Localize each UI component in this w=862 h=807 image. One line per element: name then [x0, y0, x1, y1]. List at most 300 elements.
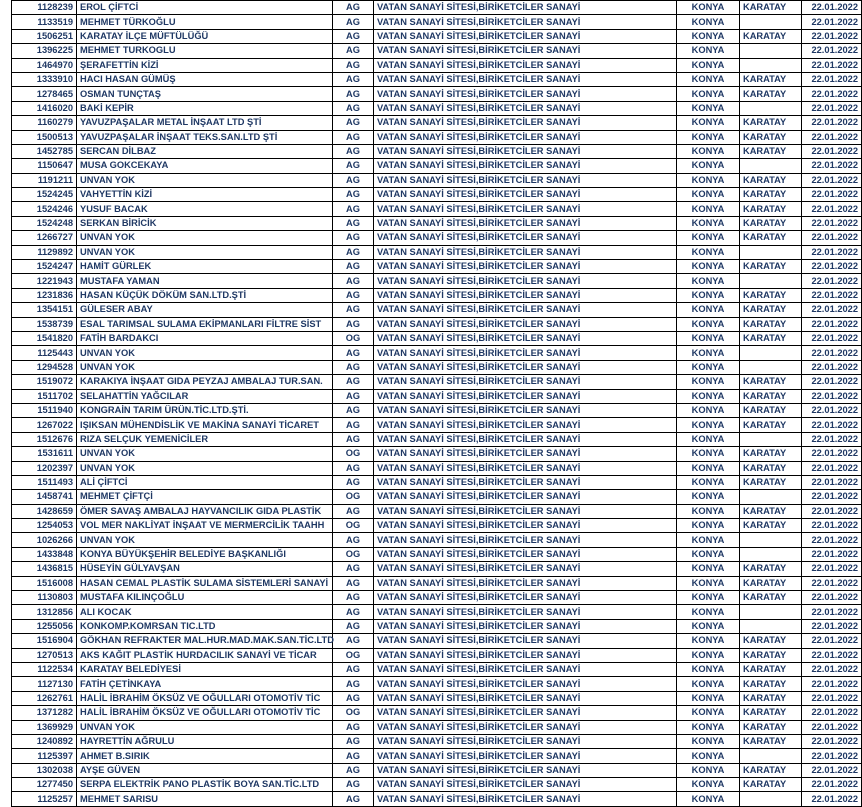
cell-address: VATAN SANAYİ SİTESİ,BİRİKETCİLER SANAYİ [374, 504, 677, 518]
cell-customer-id: 1371282 [12, 706, 77, 720]
table-row[interactable] [0, 706, 862, 720]
table-row[interactable] [0, 490, 862, 504]
row-gutter [0, 418, 12, 432]
table-row[interactable] [0, 432, 862, 446]
cell-address: VATAN SANAYİ SİTESİ,BİRİKETCİLER SANAYİ [374, 101, 677, 115]
cell-district [740, 792, 802, 806]
cell-city: KONYA [677, 619, 740, 633]
table-row[interactable] [0, 591, 862, 605]
cell-address: VATAN SANAYİ SİTESİ,BİRİKETCİLER SANAYİ [374, 72, 677, 86]
cell-customer-id: 1524246 [12, 202, 77, 216]
cell-voltage-type: AG [333, 360, 374, 374]
row-gutter [0, 461, 12, 475]
cell-date: 22.01.2022 [802, 763, 862, 777]
row-gutter [0, 101, 12, 115]
cell-customer-id: 1500513 [12, 130, 77, 144]
cell-voltage-type: OG [333, 519, 374, 533]
row-gutter [0, 778, 12, 792]
cell-voltage-type: AG [333, 274, 374, 288]
cell-customer-id: 1231836 [12, 288, 77, 302]
cell-city: KONYA [677, 58, 740, 72]
row-gutter [0, 634, 12, 648]
cell-address: VATAN SANAYİ SİTESİ,BİRİKETCİLER SANAYİ [374, 447, 677, 461]
cell-district [740, 44, 802, 58]
cell-voltage-type: OG [333, 547, 374, 561]
table-row[interactable] [0, 72, 862, 86]
cell-date: 22.01.2022 [802, 245, 862, 259]
cell-customer-id: 1369929 [12, 720, 77, 734]
table-row[interactable] [0, 303, 862, 317]
cell-customer-id: 1433848 [12, 547, 77, 561]
table-row[interactable] [0, 44, 862, 58]
cell-customer-id: 1266727 [12, 231, 77, 245]
cell-voltage-type: AG [333, 418, 374, 432]
cell-customer-name: KONYA BÜYÜKŞEHİR BELEDİYE BAŞKANLIĞI [77, 547, 333, 561]
cell-district: KARATAY [740, 461, 802, 475]
cell-customer-name: GÜLESER ABAY [77, 303, 333, 317]
cell-date: 22.01.2022 [802, 547, 862, 561]
cell-date: 22.01.2022 [802, 130, 862, 144]
table-row[interactable] [0, 202, 862, 216]
cell-address: VATAN SANAYİ SİTESİ,BİRİKETCİLER SANAYİ [374, 288, 677, 302]
cell-customer-id: 1128239 [12, 1, 77, 15]
cell-address: VATAN SANAYİ SİTESİ,BİRİKETCİLER SANAYİ [374, 389, 677, 403]
table-row[interactable] [0, 1, 862, 15]
cell-customer-name: UNVAN YOK [77, 447, 333, 461]
cell-address: VATAN SANAYİ SİTESİ,BİRİKETCİLER SANAYİ [374, 662, 677, 676]
cell-city: KONYA [677, 288, 740, 302]
cell-customer-name: MUSTAFA YAMAN [77, 274, 333, 288]
cell-district: KARATAY [740, 504, 802, 518]
table-row[interactable] [0, 418, 862, 432]
cell-address: VATAN SANAYİ SİTESİ,BİRİKETCİLER SANAYİ [374, 677, 677, 691]
cell-city: KONYA [677, 763, 740, 777]
cell-address: VATAN SANAYİ SİTESİ,BİRİKETCİLER SANAYİ [374, 303, 677, 317]
table-row[interactable] [0, 245, 862, 259]
table-row[interactable] [0, 260, 862, 274]
row-gutter [0, 605, 12, 619]
table-row[interactable] [0, 29, 862, 43]
cell-city: KONYA [677, 245, 740, 259]
cell-city: KONYA [677, 116, 740, 130]
row-gutter [0, 360, 12, 374]
table-row[interactable] [0, 15, 862, 29]
cell-city: KONYA [677, 418, 740, 432]
cell-customer-id: 1452785 [12, 144, 77, 158]
cell-customer-id: 1202397 [12, 461, 77, 475]
table-row[interactable] [0, 576, 862, 590]
cell-city: KONYA [677, 260, 740, 274]
row-gutter [0, 15, 12, 29]
cell-address: VATAN SANAYİ SİTESİ,BİRİKETCİLER SANAYİ [374, 533, 677, 547]
cell-voltage-type: AG [333, 720, 374, 734]
cell-address: VATAN SANAYİ SİTESİ,BİRİKETCİLER SANAYİ [374, 58, 677, 72]
table-row[interactable] [0, 519, 862, 533]
cell-customer-id: 1416020 [12, 101, 77, 115]
cell-city: KONYA [677, 331, 740, 345]
row-gutter [0, 188, 12, 202]
cell-customer-name: FATİH BARDAKCI [77, 331, 333, 345]
cell-voltage-type: OG [333, 331, 374, 345]
table-row[interactable] [0, 216, 862, 230]
cell-customer-name: SERCAN DİLBAZ [77, 144, 333, 158]
cell-voltage-type: AG [333, 44, 374, 58]
cell-address: VATAN SANAYİ SİTESİ,BİRİKETCİLER SANAYİ [374, 461, 677, 475]
row-gutter [0, 346, 12, 360]
cell-address: VATAN SANAYİ SİTESİ,BİRİKETCİLER SANAYİ [374, 432, 677, 446]
cell-date: 22.01.2022 [802, 662, 862, 676]
cell-address: VATAN SANAYİ SİTESİ,BİRİKETCİLER SANAYİ [374, 562, 677, 576]
cell-customer-id: 1262761 [12, 691, 77, 705]
cell-address: VATAN SANAYİ SİTESİ,BİRİKETCİLER SANAYİ [374, 375, 677, 389]
cell-date: 22.01.2022 [802, 734, 862, 748]
cell-date: 22.01.2022 [802, 375, 862, 389]
cell-date: 22.01.2022 [802, 504, 862, 518]
row-gutter [0, 749, 12, 763]
table-row[interactable] [0, 662, 862, 676]
table-row[interactable] [0, 389, 862, 403]
cell-date: 22.01.2022 [802, 101, 862, 115]
cell-customer-id: 1270513 [12, 648, 77, 662]
cell-address: VATAN SANAYİ SİTESİ,BİRİKETCİLER SANAYİ [374, 15, 677, 29]
cell-district [740, 749, 802, 763]
table-row[interactable] [0, 547, 862, 561]
cell-city: KONYA [677, 662, 740, 676]
cell-address: VATAN SANAYİ SİTESİ,BİRİKETCİLER SANAYİ [374, 490, 677, 504]
row-gutter [0, 288, 12, 302]
cell-city: KONYA [677, 72, 740, 86]
cell-district: KARATAY [740, 634, 802, 648]
cell-district [740, 15, 802, 29]
cell-voltage-type: AG [333, 461, 374, 475]
cell-address: VATAN SANAYİ SİTESİ,BİRİKETCİLER SANAYİ [374, 260, 677, 274]
cell-voltage-type: AG [333, 749, 374, 763]
cell-city: KONYA [677, 734, 740, 748]
table-row[interactable] [0, 447, 862, 461]
cell-date: 22.01.2022 [802, 533, 862, 547]
table-row[interactable] [0, 101, 862, 115]
table-row[interactable] [0, 749, 862, 763]
cell-customer-id: 1278465 [12, 87, 77, 101]
cell-customer-id: 1160279 [12, 116, 77, 130]
cell-district [740, 58, 802, 72]
cell-district: KARATAY [740, 677, 802, 691]
cell-address: VATAN SANAYİ SİTESİ,BİRİKETCİLER SANAYİ [374, 202, 677, 216]
cell-date: 22.01.2022 [802, 519, 862, 533]
cell-district: KARATAY [740, 303, 802, 317]
cell-customer-name: VOL MER NAKLİYAT İNŞAAT VE MERMERCİLİK TAAHH [77, 519, 333, 533]
cell-district: KARATAY [740, 389, 802, 403]
table-row[interactable] [0, 634, 862, 648]
table-row[interactable] [0, 288, 862, 302]
row-gutter [0, 87, 12, 101]
cell-voltage-type: AG [333, 605, 374, 619]
table-row[interactable] [0, 778, 862, 792]
cell-city: KONYA [677, 101, 740, 115]
cell-address: VATAN SANAYİ SİTESİ,BİRİKETCİLER SANAYİ [374, 245, 677, 259]
cell-date: 22.01.2022 [802, 562, 862, 576]
cell-address: VATAN SANAYİ SİTESİ,BİRİKETCİLER SANAYİ [374, 1, 677, 15]
cell-date: 22.01.2022 [802, 231, 862, 245]
table-row[interactable] [0, 346, 862, 360]
cell-city: KONYA [677, 346, 740, 360]
cell-date: 22.01.2022 [802, 202, 862, 216]
cell-voltage-type: AG [333, 662, 374, 676]
row-gutter [0, 662, 12, 676]
cell-city: KONYA [677, 274, 740, 288]
cell-voltage-type: AG [333, 15, 374, 29]
cell-customer-id: 1538739 [12, 317, 77, 331]
cell-district: KARATAY [740, 231, 802, 245]
cell-voltage-type: OG [333, 490, 374, 504]
cell-customer-name: UNVAN YOK [77, 461, 333, 475]
table-row[interactable] [0, 763, 862, 777]
cell-customer-name: HASAN KÜÇÜK DÖKÜM SAN.LTD.ŞTİ [77, 288, 333, 302]
cell-customer-id: 1511493 [12, 475, 77, 489]
cell-customer-name: UNVAN YOK [77, 360, 333, 374]
cell-customer-id: 1333910 [12, 72, 77, 86]
cell-district [740, 605, 802, 619]
cell-district: KARATAY [740, 202, 802, 216]
cell-address: VATAN SANAYİ SİTESİ,BİRİKETCİLER SANAYİ [374, 734, 677, 748]
row-gutter [0, 303, 12, 317]
table-row[interactable] [0, 691, 862, 705]
table-row[interactable] [0, 375, 862, 389]
cell-city: KONYA [677, 706, 740, 720]
cell-district: KARATAY [740, 288, 802, 302]
cell-customer-id: 1512676 [12, 432, 77, 446]
cell-district: KARATAY [740, 691, 802, 705]
cell-customer-id: 1354151 [12, 303, 77, 317]
table-row[interactable] [0, 677, 862, 691]
table-row[interactable] [0, 403, 862, 417]
cell-customer-name: MEHMET SARISU [77, 792, 333, 806]
cell-customer-id: 1125257 [12, 792, 77, 806]
cell-customer-name: RIZA SELÇUK YEMENİCİLER [77, 432, 333, 446]
table-row[interactable] [0, 173, 862, 187]
table-row[interactable] [0, 188, 862, 202]
cell-customer-name: ESAL TARIMSAL SULAMA EKİPMANLARI FİLTRE SİST [77, 317, 333, 331]
cell-customer-id: 1396225 [12, 44, 77, 58]
row-gutter [0, 317, 12, 331]
cell-customer-name: HAMİT GÜRLEK [77, 260, 333, 274]
cell-district: KARATAY [740, 720, 802, 734]
cell-district: KARATAY [740, 216, 802, 230]
cell-date: 22.01.2022 [802, 461, 862, 475]
cell-voltage-type: AG [333, 375, 374, 389]
cell-date: 22.01.2022 [802, 288, 862, 302]
cell-address: VATAN SANAYİ SİTESİ,BİRİKETCİLER SANAYİ [374, 778, 677, 792]
cell-city: KONYA [677, 519, 740, 533]
cell-customer-id: 1221943 [12, 274, 77, 288]
row-gutter [0, 403, 12, 417]
table-row[interactable] [0, 130, 862, 144]
cell-date: 22.01.2022 [802, 490, 862, 504]
cell-date: 22.01.2022 [802, 173, 862, 187]
cell-customer-name: KARATAY İLÇE MÜFTÜLÜĞÜ [77, 29, 333, 43]
row-gutter [0, 447, 12, 461]
cell-city: KONYA [677, 144, 740, 158]
table-row[interactable] [0, 605, 862, 619]
table-row[interactable] [0, 331, 862, 345]
cell-city: KONYA [677, 15, 740, 29]
cell-city: KONYA [677, 720, 740, 734]
cell-date: 22.01.2022 [802, 331, 862, 345]
cell-voltage-type: AG [333, 763, 374, 777]
cell-address: VATAN SANAYİ SİTESİ,BİRİKETCİLER SANAYİ [374, 519, 677, 533]
cell-city: KONYA [677, 749, 740, 763]
cell-date: 22.01.2022 [802, 44, 862, 58]
cell-voltage-type: AG [333, 792, 374, 806]
row-gutter [0, 504, 12, 518]
cell-district [740, 101, 802, 115]
cell-customer-id: 1191211 [12, 173, 77, 187]
cell-customer-name: KARAKIYA İNŞAAT GIDA PEYZAJ AMBALAJ TUR.SAN. [77, 375, 333, 389]
cell-date: 22.01.2022 [802, 418, 862, 432]
cell-customer-id: 1240892 [12, 734, 77, 748]
cell-district: KARATAY [740, 763, 802, 777]
cell-district [740, 346, 802, 360]
cell-address: VATAN SANAYİ SİTESİ,BİRİKETCİLER SANAYİ [374, 792, 677, 806]
cell-city: KONYA [677, 202, 740, 216]
row-gutter [0, 202, 12, 216]
cell-district: KARATAY [740, 173, 802, 187]
cell-voltage-type: AG [333, 144, 374, 158]
cell-customer-name: SERKAN BİRİCİK [77, 216, 333, 230]
cell-voltage-type: AG [333, 29, 374, 43]
table-row[interactable] [0, 58, 862, 72]
cell-district: KARATAY [740, 260, 802, 274]
table-row[interactable] [0, 504, 862, 518]
cell-voltage-type: AG [333, 346, 374, 360]
cell-district: KARATAY [740, 29, 802, 43]
row-gutter [0, 763, 12, 777]
cell-city: KONYA [677, 576, 740, 590]
cell-address: VATAN SANAYİ SİTESİ,BİRİKETCİLER SANAYİ [374, 763, 677, 777]
cell-customer-id: 1127130 [12, 677, 77, 691]
table-row[interactable] [0, 87, 862, 101]
cell-date: 22.01.2022 [802, 1, 862, 15]
row-gutter [0, 130, 12, 144]
cell-voltage-type: AG [333, 504, 374, 518]
table-row[interactable] [0, 274, 862, 288]
cell-address: VATAN SANAYİ SİTESİ,BİRİKETCİLER SANAYİ [374, 547, 677, 561]
cell-customer-id: 1524247 [12, 260, 77, 274]
row-gutter [0, 144, 12, 158]
cell-city: KONYA [677, 389, 740, 403]
cell-customer-name: HALİL İBRAHİM ÖKSÜZ VE OĞULLARI OTOMOTİV TİC [77, 691, 333, 705]
cell-customer-id: 1464970 [12, 58, 77, 72]
cell-address: VATAN SANAYİ SİTESİ,BİRİKETCİLER SANAYİ [374, 216, 677, 230]
row-gutter [0, 720, 12, 734]
cell-customer-id: 1516008 [12, 576, 77, 590]
row-gutter [0, 547, 12, 561]
cell-customer-name: SELAHATTİN YAĞCILAR [77, 389, 333, 403]
table-row[interactable] [0, 619, 862, 633]
cell-customer-name: KARATAY BELEDİYESİ [77, 662, 333, 676]
cell-district [740, 432, 802, 446]
cell-district: KARATAY [740, 403, 802, 417]
cell-city: KONYA [677, 231, 740, 245]
cell-date: 22.01.2022 [802, 72, 862, 86]
table-row[interactable] [0, 792, 862, 806]
cell-customer-id: 1519072 [12, 375, 77, 389]
cell-date: 22.01.2022 [802, 706, 862, 720]
table-row[interactable] [0, 317, 862, 331]
cell-city: KONYA [677, 303, 740, 317]
cell-city: KONYA [677, 792, 740, 806]
cell-voltage-type: AG [333, 734, 374, 748]
table-row[interactable] [0, 734, 862, 748]
row-gutter [0, 562, 12, 576]
cell-customer-name: HAYRETTİN AĞRULU [77, 734, 333, 748]
cell-voltage-type: AG [333, 778, 374, 792]
table-row[interactable] [0, 533, 862, 547]
cell-customer-id: 1524248 [12, 216, 77, 230]
cell-customer-name: UNVAN YOK [77, 533, 333, 547]
cell-district: KARATAY [740, 188, 802, 202]
table-row[interactable] [0, 144, 862, 158]
cell-date: 22.01.2022 [802, 144, 862, 158]
table-row[interactable] [0, 648, 862, 662]
cell-date: 22.01.2022 [802, 15, 862, 29]
table-row[interactable] [0, 116, 862, 130]
cell-city: KONYA [677, 173, 740, 187]
cell-district [740, 360, 802, 374]
cell-date: 22.01.2022 [802, 432, 862, 446]
table-row[interactable] [0, 720, 862, 734]
cell-city: KONYA [677, 130, 740, 144]
cell-address: VATAN SANAYİ SİTESİ,BİRİKETCİLER SANAYİ [374, 144, 677, 158]
table-row[interactable] [0, 231, 862, 245]
cell-date: 22.01.2022 [802, 403, 862, 417]
cell-city: KONYA [677, 317, 740, 331]
row-gutter [0, 58, 12, 72]
table-row[interactable] [0, 461, 862, 475]
cell-date: 22.01.2022 [802, 475, 862, 489]
row-gutter [0, 734, 12, 748]
cell-customer-id: 1150647 [12, 159, 77, 173]
row-gutter [0, 159, 12, 173]
records-table-body [0, 1, 862, 807]
cell-date: 22.01.2022 [802, 634, 862, 648]
table-row[interactable] [0, 360, 862, 374]
cell-date: 22.01.2022 [802, 274, 862, 288]
cell-address: VATAN SANAYİ SİTESİ,BİRİKETCİLER SANAYİ [374, 331, 677, 345]
row-gutter [0, 432, 12, 446]
cell-customer-id: 1516904 [12, 634, 77, 648]
table-row[interactable] [0, 475, 862, 489]
row-gutter [0, 619, 12, 633]
cell-customer-name: ALİ ÇİFTCİ [77, 475, 333, 489]
cell-customer-name: EROL ÇİFTCİ [77, 1, 333, 15]
cell-district: KARATAY [740, 87, 802, 101]
cell-address: VATAN SANAYİ SİTESİ,BİRİKETCİLER SANAYİ [374, 634, 677, 648]
cell-address: VATAN SANAYİ SİTESİ,BİRİKETCİLER SANAYİ [374, 231, 677, 245]
cell-address: VATAN SANAYİ SİTESİ,BİRİKETCİLER SANAYİ [374, 605, 677, 619]
cell-district [740, 245, 802, 259]
table-row[interactable] [0, 562, 862, 576]
cell-customer-name: UNVAN YOK [77, 720, 333, 734]
cell-voltage-type: AG [333, 677, 374, 691]
table-row[interactable] [0, 159, 862, 173]
cell-district: KARATAY [740, 144, 802, 158]
row-gutter [0, 475, 12, 489]
cell-city: KONYA [677, 677, 740, 691]
row-gutter [0, 519, 12, 533]
cell-address: VATAN SANAYİ SİTESİ,BİRİKETCİLER SANAYİ [374, 159, 677, 173]
cell-voltage-type: AG [333, 116, 374, 130]
